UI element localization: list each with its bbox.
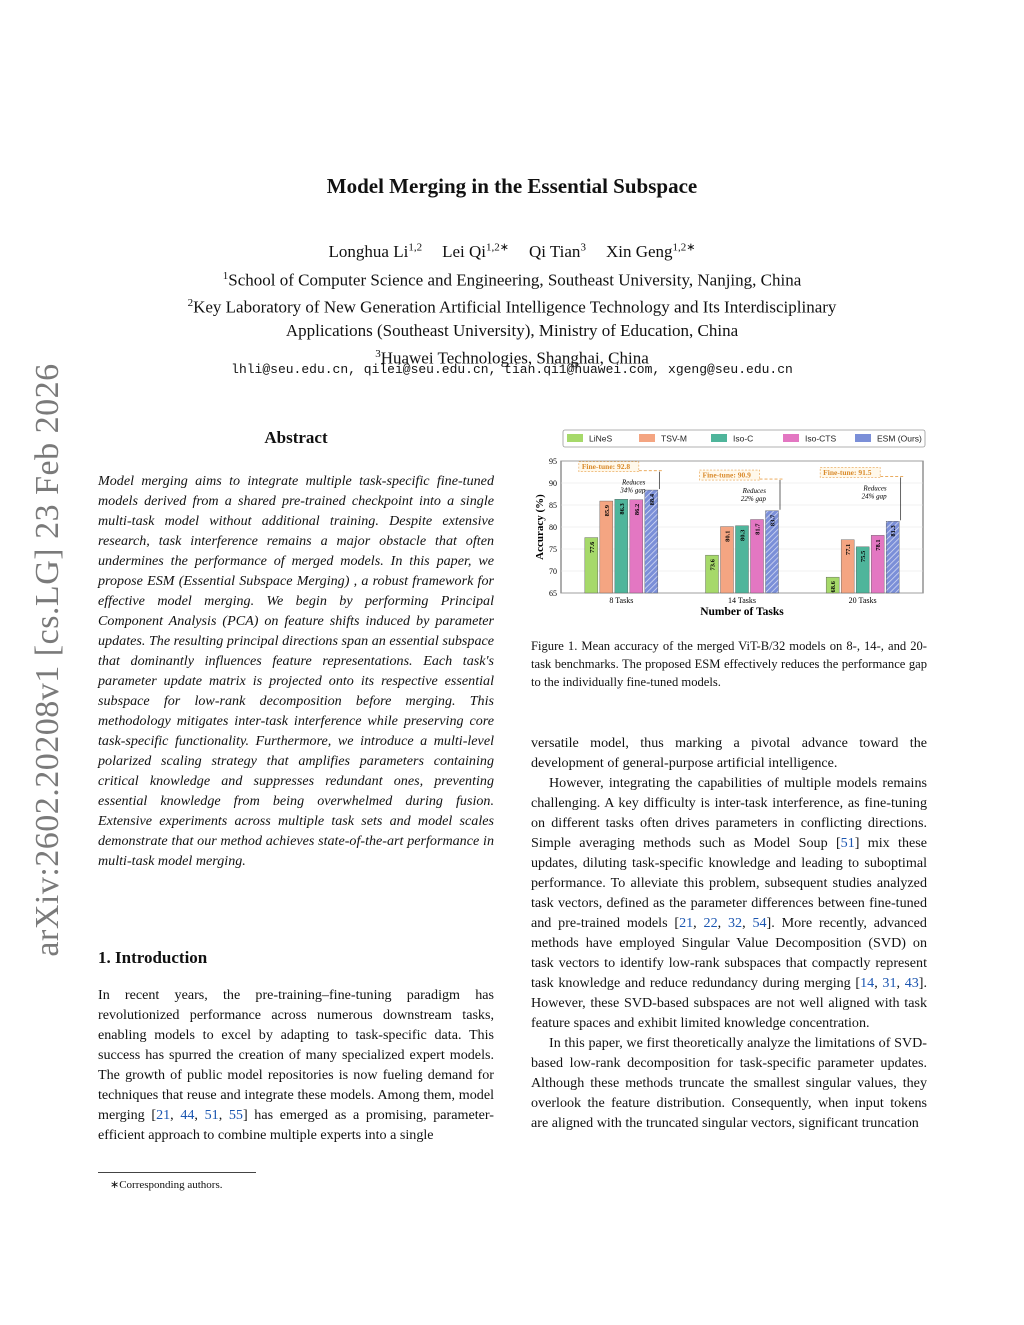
abstract-text (98, 471, 494, 871)
intro-paragraph: In recent years, the pre-training–fine-tuning paradigm has revolutionized performance across numerous downstream tasks, enabling models to excel by adapting to task-specific data. This success has spurred the creation of many specialized expert models. The growth of public model repositories is now fueling demand for techniques that reuse and integrate these models. Among them, model merging [21, 44, 51, 55] has emerged as a promising, parameter-efficient approach to combine multiple experts into a single (98, 987, 494, 1143)
x-tick-label: 20 Tasks (848, 596, 877, 605)
bar-value-label: 68.6 (830, 581, 838, 593)
author-affil-mark: 1,2∗ (485, 241, 509, 253)
gap-annotation: 22% gap (740, 495, 766, 504)
affiliation-line: $^3$Huawei Technologies, Shanghai, China (375, 347, 649, 368)
author-affil-mark: 3 (580, 241, 586, 253)
y-tick-label: 65 (549, 589, 557, 598)
citation-link[interactable]: 32 (727, 915, 743, 931)
legend-label: ESM (Ours) (877, 433, 922, 444)
bar-value-label: 75.5 (860, 550, 868, 563)
bar-value-label: 83.7 (769, 514, 777, 527)
footnote: ∗Corresponding authors. (110, 1179, 223, 1191)
footnote-rule (98, 1172, 256, 1173)
affiliation-line: $^2$Key Laboratory of New Generation Artificial Intelligence Technology and Its Interdisciplinary (187, 297, 837, 317)
bar-value-label: 77.1 (845, 543, 853, 556)
author-name: Longhua Li$^{1,2}$ (328, 241, 423, 261)
finetune-label: Fine-tune: 92.8 (581, 462, 631, 472)
author-list (0, 240, 1024, 262)
bar-value-label: 81.3 (890, 525, 898, 537)
bar-value-label: 73.6 (709, 559, 717, 571)
citation-link[interactable]: 44 (180, 1107, 195, 1123)
paper-title: Model Merging in the Essential Subspace (326, 174, 698, 198)
arxiv-identifier (18, 360, 78, 960)
intro-text (98, 985, 494, 1145)
author-name: Lei $Qi^{1,2∗}$ (442, 241, 509, 261)
legend-label: TSV-M (661, 433, 687, 444)
citation-link[interactable]: 21 (679, 915, 694, 931)
finetune-label: Fine-tune: 90.9 (702, 470, 751, 480)
y-tick-label: 70 (549, 567, 557, 576)
affiliation-line: $^1$School of Computer Science and Engineering, Southeast University, Nanjing, China (222, 270, 802, 290)
x-axis-label: Number of Tasks (700, 606, 784, 618)
body-paragraph: However, integrating the capabilities of multiple models remains challenging. A key difficulty is inter-task interference, as fine-tuning on different tasks often drives parameters in conflicting directions. Simple averaging methods such as Model Soup [51] mix these updates, diluting task-specific knowledge and leading to suboptimal performance. To alleviate this problem, subsequent studies analyzed task vectors, defined as the parameter differences between fine-tuned and pre-trained models [21, 22, 32, 54]. More recently, advanced methods have employed Singular Value Decomposition (SVD) on task vectors to identify low-rank subspaces that compactly represent task knowledge and reduce redundancy during merging [14, 31, 43]. However, these SVD-based subspaces are not well aligned with task feature spaces and exhibit limited knowledge concentration. (531, 775, 928, 1031)
legend-swatch (855, 434, 871, 442)
author-emails: lhli@seu.edu.cn, qilei@seu.edu.cn, tian.qi1@huawei.com, xgeng@seu.edu.cn (231, 362, 793, 377)
bar-value-label: 85.9 (603, 505, 611, 517)
gap-annotation: Reduces (742, 487, 766, 496)
abstract-paragraph: Model merging aims to integrate multiple task-specific fine-tuned models derived from a shared pre-trained checkpoint into a single multi-task model without additional training. Despite extensive research, task interference remains a major obstacle that often undermines the performance of merged models. In this paper, we propose ESM (Essential Subspace Merging) , a robust framework for effective model merging. We begin by performing Principal Component Analysis (PCA) on feature shifts induced by parameter updates. The resulting principal directions span an essential subspace that dominantly influences feature representations. Each task's parameter update matrix is projected onto its respective essential subspace for low-rank decomposition before merging. This methodology mitigates inter-task interference while preserving core task-specific functionality. Furthermore, we introduce a multi-level polarized scaling strategy that amplifies parameters containing critical knowledge and suppresses redundant ones, preventing essential knowledge from being overwhelmed during fusion. Extensive experiments across multiple task sets and model scales demonstrate that our method achieves state-of-the-art performance in multi-task model merging. (98, 473, 494, 869)
bar-value-label: 77.6 (588, 541, 596, 553)
bar-value-label: 86.3 (618, 503, 626, 515)
author-affil-mark: 1,2 (408, 241, 423, 253)
legend-swatch (783, 434, 799, 442)
accuracy-bar-chart (531, 425, 927, 620)
citation-link[interactable]: 51 (840, 835, 855, 851)
citation-link[interactable]: 22 (703, 915, 718, 931)
citation-link[interactable]: 54 (752, 915, 767, 931)
y-tick-label: 75 (549, 545, 557, 554)
legend-label: Iso-C (733, 433, 754, 444)
bar-value-label: 80.3 (739, 529, 747, 542)
bar-value-label: 80.1 (724, 530, 732, 542)
citation-link[interactable]: 55 (228, 1107, 243, 1123)
gap-annotation: 34% gap (620, 486, 646, 495)
body-paragraph: versatile model, thus marking a pivotal advance toward the development of general-purpose artificial intelligence. (531, 735, 927, 771)
legend-swatch (711, 434, 727, 442)
author-affil-mark: 1,2∗ (672, 241, 696, 253)
citation-link[interactable]: 51 (204, 1107, 219, 1123)
bar-value-label: 88.4 (648, 494, 656, 506)
bar-value-label: 78.1 (875, 539, 883, 551)
citation-link[interactable]: 14 (860, 975, 875, 991)
author-name: Xin Geng$^{1,2∗}$ (605, 241, 696, 261)
legend-label: Iso-CTS (805, 433, 837, 444)
y-tick-label: 85 (549, 501, 557, 510)
right-column-text (531, 733, 927, 1133)
gap-annotation: Reduces (622, 478, 646, 487)
citation-link[interactable]: 43 (904, 975, 919, 991)
gap-annotation: 24% gap (861, 492, 887, 501)
legend-swatch (639, 434, 655, 442)
author-name: Qi Tian$^3$ (528, 241, 586, 261)
gap-annotation: Reduces (863, 484, 887, 493)
affiliation-line: Applications (Southeast University), Ministry of Education, China (285, 321, 739, 341)
arxiv-id-text: arXiv:2602.20208v1 [cs.LG] 23 Feb 2026 (29, 363, 66, 957)
legend-swatch (567, 434, 583, 442)
affiliations (0, 265, 1024, 370)
bar-value-label: 81.7 (754, 523, 762, 535)
abstract-heading: Abstract (264, 428, 328, 447)
figure-caption: Figure 1. Mean accuracy of the merged ViT-B/32 models on 8-, 14-, and 20-task benchmarks. The proposed ESM effectively reduces the performance gap to the individually fine-tuned models. (531, 639, 927, 689)
y-axis-label: Accuracy (%) (534, 494, 546, 560)
citation-link[interactable]: 31 (882, 975, 897, 991)
y-tick-label: 95 (549, 457, 557, 466)
intro-heading: 1. Introduction (98, 948, 208, 967)
legend-label: LiNeS (589, 433, 613, 444)
y-tick-label: 80 (549, 523, 557, 532)
y-tick-label: 90 (549, 479, 557, 488)
finetune-label: Fine-tune: 91.5 (823, 467, 872, 477)
bar-value-label: 86.2 (633, 503, 641, 516)
citation-link[interactable]: 21 (156, 1107, 171, 1123)
x-tick-label: 8 Tasks (609, 596, 634, 605)
body-paragraph: In this paper, we first theoretically analyze the limitations of SVD-based low-rank decomposition for task-specific parameter updates. Although these methods truncate the smallest singular values, they overlook the feature distribution. Consequently, when input tokens are aligned with the truncated singular vectors, significant truncation (531, 1035, 927, 1131)
x-tick-label: 14 Tasks (728, 596, 756, 605)
